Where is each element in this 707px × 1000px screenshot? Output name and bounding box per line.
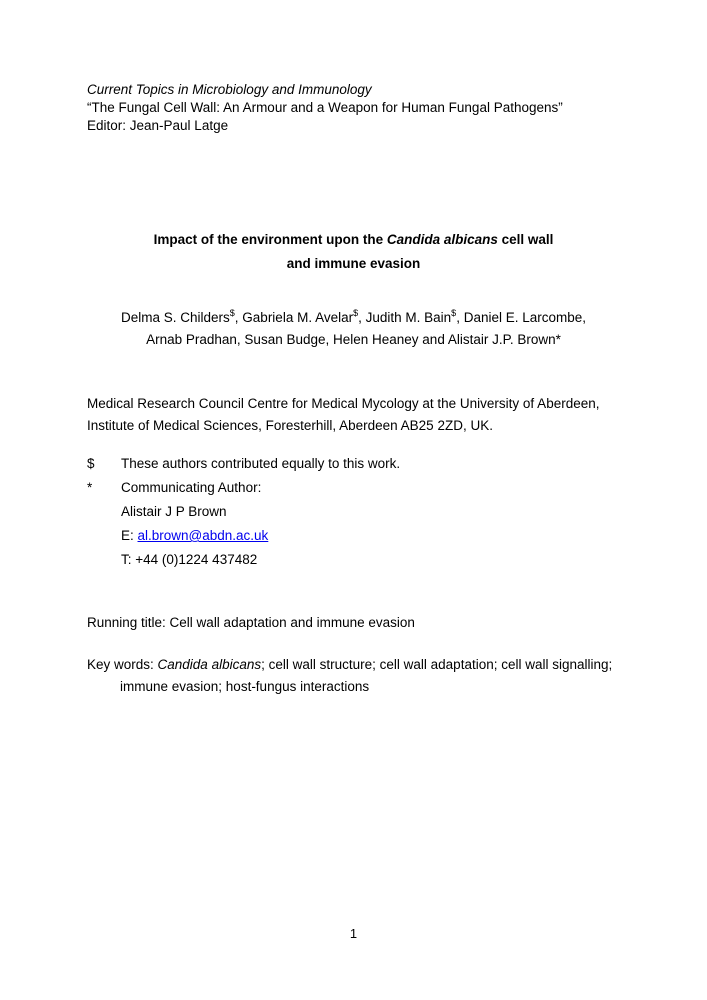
footnote-marker-asterisk: *	[87, 480, 93, 495]
page-number: 1	[349, 926, 358, 941]
author-name: , Judith M. Bain	[358, 310, 452, 325]
corresponding-author-phone-line: T: +44 (0)1224 437482	[121, 552, 258, 567]
equal-contribution-text: These authors contributed equally to this work.	[121, 456, 401, 471]
corresponding-author-email-line	[87, 524, 620, 548]
author-name: Delma S. Childers	[120, 310, 230, 325]
author-footnote-marker: $	[353, 307, 359, 318]
paper-title	[87, 228, 620, 276]
paper-title-line1-prefix: Impact of the environment upon the	[153, 232, 387, 247]
paper-title-species: Candida albicans	[386, 232, 498, 247]
affiliation-line2: Institute of Medical Sciences, Foresterhill, Aberdeen AB25 2ZD, UK.	[87, 418, 493, 433]
journal-header	[87, 81, 620, 135]
journal-series-title: Current Topics in Microbiology and Immunology	[87, 82, 372, 97]
paper-title-line2: and immune evasion	[286, 256, 421, 271]
keywords-line1-rest: ; cell wall structure; cell wall adaptation; cell wall signalling;	[261, 657, 613, 672]
affiliation-line1: Medical Research Council Centre for Medical Mycology at the University of Aberdeen,	[87, 396, 600, 411]
keywords-species: Candida albicans	[157, 657, 262, 672]
author-list-line1	[87, 307, 620, 329]
author-name: , Daniel E. Larcombe,	[456, 310, 586, 325]
journal-volume-title: “The Fungal Cell Wall: An Armour and a Weapon for Human Fungal Pathogens”	[87, 100, 563, 115]
journal-editor-line: Editor: Jean-Paul Latge	[87, 118, 229, 133]
email-label: E:	[121, 528, 138, 543]
equal-contribution-footnote	[87, 452, 620, 476]
corresponding-author-name: Alistair J P Brown	[121, 504, 227, 519]
email-link[interactable]: al.brown@abdn.ac.uk	[137, 528, 269, 543]
author-footnote-marker: $	[229, 307, 235, 318]
keywords-line1	[87, 654, 620, 676]
corresponding-author-label: Communicating Author:	[121, 480, 262, 495]
paper-title-line1-suffix: cell wall	[497, 232, 554, 247]
author-name: , Gabriela M. Avelar	[234, 310, 354, 325]
footnote-marker-dollar: $	[87, 456, 95, 471]
author-list-line2: Arnab Pradhan, Susan Budge, Helen Heaney and Alistair J.P. Brown*	[146, 332, 561, 347]
keywords-line2: immune evasion; host-fungus interactions	[120, 679, 370, 694]
page-content	[0, 81, 707, 698]
keywords-label: Key words:	[87, 657, 158, 672]
author-footnote-marker: $	[451, 307, 457, 318]
running-title: Running title: Cell wall adaptation and immune evasion	[87, 615, 415, 630]
affiliation	[87, 393, 620, 437]
author-list	[87, 307, 620, 351]
footnotes	[87, 452, 620, 572]
keywords	[87, 654, 620, 698]
corresponding-author-footnote	[87, 476, 620, 500]
paper-title-line1	[87, 228, 620, 252]
